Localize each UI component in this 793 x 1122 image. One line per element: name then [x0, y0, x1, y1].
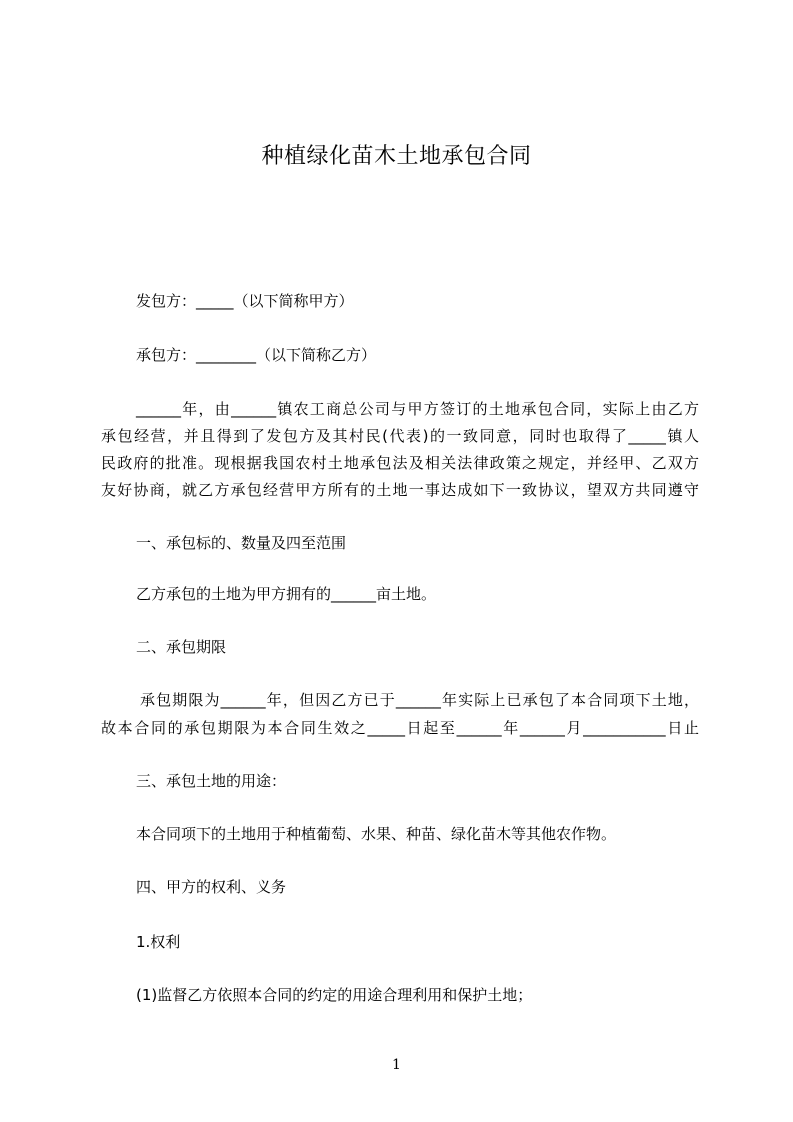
intro-line-1: ______年，由______镇农工商总公司与甲方签订的土地承包合同，实际上由乙方 — [136, 400, 699, 418]
section-4-heading: 四、甲方的权利、义务 — [136, 878, 287, 896]
section-3-text: 本合同项下的土地用于种植葡萄、水果、种苗、绿化苗木等其他农作物。 — [136, 825, 617, 843]
party-a-line: 发包方：_____（以下简称甲方） — [136, 292, 354, 310]
section-3-heading: 三、承包土地的用途： — [136, 772, 287, 790]
section-2-line-1: 承包期限为______年，但因乙方已于______年实际上已承包了本合同项下土地， — [140, 691, 699, 709]
section-4-subheading: 1.权利 — [136, 933, 181, 951]
page-number: 1 — [392, 1057, 401, 1073]
document-title: 种植绿化苗木土地承包合同 — [261, 144, 532, 169]
section-2-line-2: 故本合同的承包期限为本合同生效之_____日起至______年______月___________日止 — [101, 719, 699, 737]
section-2-heading: 二、承包期限 — [136, 638, 227, 656]
intro-line-3: 民政府的批准。现根据我国农村土地承包法及相关法律政策之规定，并经甲、乙双方 — [101, 454, 699, 472]
intro-line-4: 友好协商，就乙方承包经营甲方所有的土地一事达成如下一致协议，望双方共同遵守 — [101, 481, 699, 499]
section-4-item-1: (1)监督乙方依照本合同的约定的用途合理利用和保护土地； — [136, 986, 533, 1004]
intro-line-2: 承包经营，并且得到了发包方及其村民(代表)的一致同意，同时也取得了_____镇人 — [101, 427, 699, 445]
section-1-heading: 一、承包标的、数量及四至范围 — [136, 534, 347, 552]
party-b-line: 承包方：________（以下简称乙方） — [136, 346, 377, 364]
section-1-text: 乙方承包的土地为甲方拥有的______亩土地。 — [136, 585, 437, 603]
